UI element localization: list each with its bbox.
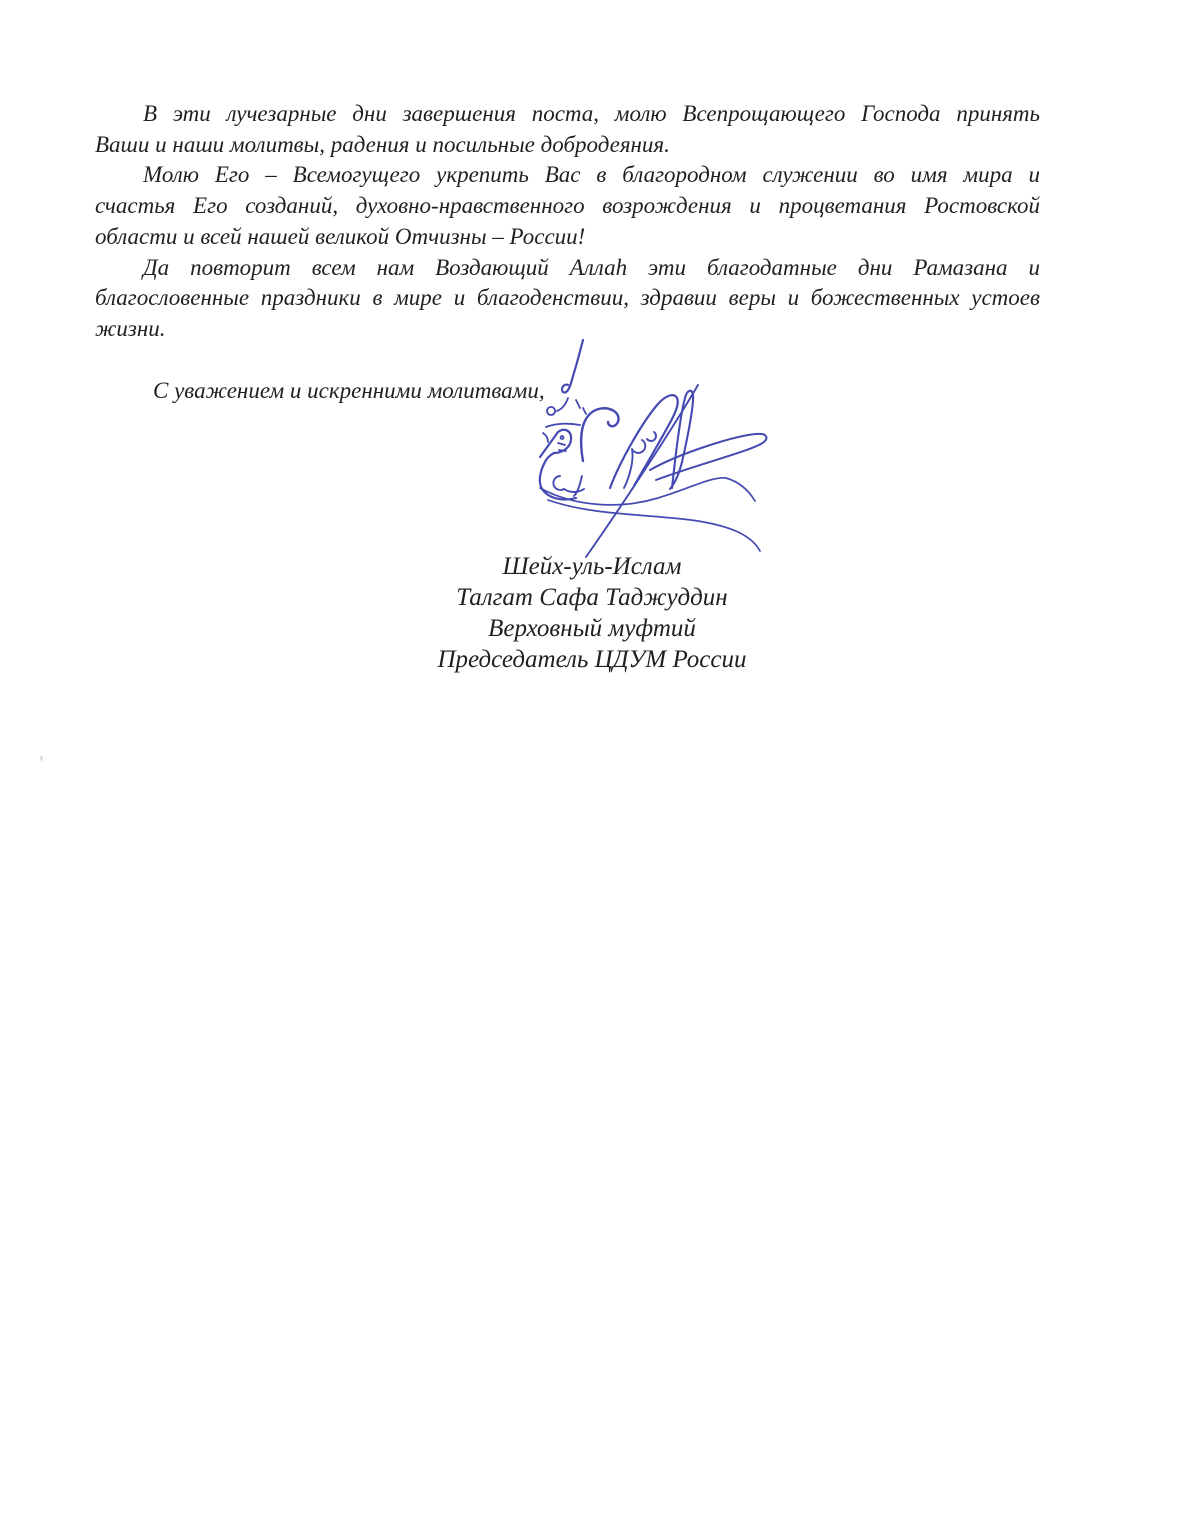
signature-stroke xyxy=(561,436,564,439)
signature-stroke xyxy=(650,434,766,480)
paragraph-3-line-3: жизни. xyxy=(95,315,166,341)
signatory-name: Талгат Сафа Таджуддин xyxy=(456,584,728,611)
paragraph-2 xyxy=(95,160,1040,252)
paragraph-3-line-1: Да повторит всем нам Воздающий Аллаһ эти благодатные дни Рамазана и xyxy=(143,254,1040,280)
paragraph-3-line-2: благословенные праздники в мире и благоденствии, здравии веры и божественных устоев xyxy=(95,285,1040,311)
signature-stroke xyxy=(562,340,583,393)
signatory-position: Председатель ЦДУМ России xyxy=(437,646,747,673)
signature-stroke xyxy=(547,407,555,415)
signature-stroke xyxy=(543,433,548,442)
signature-stroke xyxy=(647,432,656,441)
signature-stroke xyxy=(557,398,568,411)
closing-salutation: С уважением и искренними молитвами, xyxy=(153,377,545,403)
signature-stroke xyxy=(540,464,576,500)
paragraph-1 xyxy=(95,99,1040,160)
signature-stroke xyxy=(576,400,586,414)
signature-stroke xyxy=(581,408,618,461)
signature-stroke xyxy=(564,476,584,496)
paragraph-3 xyxy=(95,253,1040,345)
signature-block xyxy=(342,551,842,675)
scan-noise-speck xyxy=(40,756,43,761)
paragraph-2-line-3: области и всей нашей великой Отчизны – России! xyxy=(95,223,586,249)
paragraph-1-line-2: Ваши и наши молитвы, радения и посильные добродеяния. xyxy=(95,131,670,157)
signature-stroke xyxy=(624,440,645,488)
paragraph-1-line-1: В эти лучезарные дни завершения поста, молю Всепрощающего Господа принять xyxy=(143,101,1040,126)
signature-stroke xyxy=(548,500,760,551)
paragraph-2-line-2: счастья Его созданий, духовно-нравственного возрождения и процветания Ростовской xyxy=(95,193,1040,219)
paragraph-2-line-1: Молю Его – Всемогущего укрепить Вас в благородном служении во имя мира и xyxy=(143,162,1040,188)
handwritten-signature-ink xyxy=(538,336,795,564)
signature-stroke xyxy=(553,476,564,490)
signatory-title: Шейх-уль-Ислам xyxy=(502,553,682,580)
signature-stroke xyxy=(546,424,580,427)
signatory-rank: Верховный муфтий xyxy=(488,615,696,642)
